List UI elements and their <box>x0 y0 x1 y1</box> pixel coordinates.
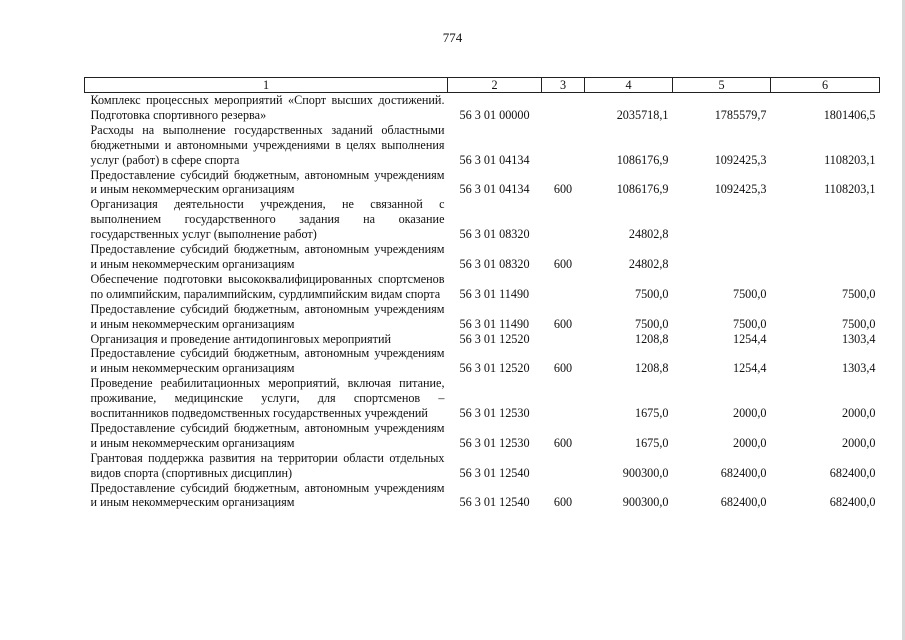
header-col-3: 3 <box>542 78 585 93</box>
row-value-6: 1801406,5 <box>823 107 876 122</box>
row-value-5: 7500,0 <box>732 286 767 301</box>
header-col-2: 2 <box>448 78 542 93</box>
row-value-6: 7500,0 <box>841 316 876 331</box>
row-name: Предоставление субсидий бюджетным, автономным учреждениям и иным некоммерческим организациям <box>90 301 445 331</box>
row-name: Грантовая поддержка развития на территории области отдельных видов спорта (спортивных дисциплин) <box>90 450 445 480</box>
row-code: 56 3 01 12530 <box>459 406 530 421</box>
row-vr <box>542 451 585 481</box>
row-value-4: 24802,8 <box>628 227 669 242</box>
row-value-4: 1208,8 <box>634 361 669 376</box>
row-vr: 600 <box>553 435 573 450</box>
row-code: 56 3 01 12520 <box>459 331 530 346</box>
header-col-5: 5 <box>673 78 771 93</box>
row-vr: 600 <box>553 495 573 510</box>
row-value-6: 682400,0 <box>829 495 876 510</box>
row-name: Организация и проведение антидопинговых мероприятий <box>90 331 392 346</box>
row-name: Обеспечение подготовки высококвалифицированных спортсменов по олимпийским, паралимпийским, сурдлимпийским видам спорта <box>90 271 445 301</box>
row-code: 56 3 01 12530 <box>459 435 530 450</box>
row-value-6 <box>771 242 880 272</box>
row-value-6 <box>771 197 880 242</box>
row-value-5: 2000,0 <box>732 435 767 450</box>
row-value-4: 1086176,9 <box>616 182 669 197</box>
row-value-6: 2000,0 <box>841 435 876 450</box>
row-value-5: 1092425,3 <box>714 182 767 197</box>
header-row <box>85 78 880 93</box>
row-code: 56 3 01 12540 <box>459 465 530 480</box>
row-value-4: 1086176,9 <box>616 152 669 167</box>
row-name: Предоставление субсидий бюджетным, автономным учреждениям и иным некоммерческим организациям <box>90 420 445 450</box>
row-value-5: 1254,4 <box>732 361 767 376</box>
row-code: 56 3 01 04134 <box>459 182 530 197</box>
row-value-6: 682400,0 <box>829 465 876 480</box>
row-value-4: 7500,0 <box>634 286 669 301</box>
row-value-6: 1108203,1 <box>824 152 876 167</box>
table-row <box>85 242 880 272</box>
row-code: 56 3 01 12520 <box>459 361 530 376</box>
header-col-1: 1 <box>85 78 448 93</box>
row-vr <box>542 376 585 421</box>
row-name: Предоставление субсидий бюджетным, автономным учреждениям и иным некоммерческим организациям <box>90 346 445 376</box>
row-vr <box>542 197 585 242</box>
header-col-4: 4 <box>585 78 673 93</box>
row-value-4: 1675,0 <box>634 435 669 450</box>
header-col-6: 6 <box>771 78 880 93</box>
row-vr <box>542 123 585 168</box>
table-row <box>85 93 880 123</box>
row-value-4: 900300,0 <box>622 495 669 510</box>
row-value-6: 1303,4 <box>841 331 876 346</box>
row-value-4: 7500,0 <box>634 316 669 331</box>
row-code: 56 3 01 12540 <box>459 495 530 510</box>
row-value-5: 7500,0 <box>732 316 767 331</box>
row-value-6: 1303,4 <box>841 361 876 376</box>
row-value-4: 2035718,1 <box>616 107 669 122</box>
table-row <box>85 451 880 481</box>
table-row <box>85 421 880 451</box>
row-value-4: 900300,0 <box>622 465 669 480</box>
row-value-6: 2000,0 <box>841 406 876 421</box>
row-vr <box>542 93 585 123</box>
row-name: Организация деятельности учреждения, не связанной с выполнением государственного задания на оказание государственных услуг (выполнение работ) <box>90 197 445 242</box>
table-row <box>85 168 880 198</box>
row-name: Проведение реабилитационных мероприятий, включая питание, проживание, медицинские услуги, для спортсменов – воспитанников подведомственных государственных учреждений <box>90 376 445 421</box>
row-code: 56 3 01 08320 <box>459 227 530 242</box>
row-value-6: 1108203,1 <box>824 182 876 197</box>
row-value-5: 1092425,3 <box>714 152 767 167</box>
table-row <box>85 197 880 242</box>
row-vr <box>542 332 585 347</box>
table-row <box>85 481 880 511</box>
row-value-5: 682400,0 <box>720 465 767 480</box>
row-value-5 <box>673 197 771 242</box>
table-row <box>85 376 880 421</box>
row-value-4: 1208,8 <box>634 331 669 346</box>
row-vr: 600 <box>553 316 573 331</box>
row-code: 56 3 01 04134 <box>459 152 530 167</box>
table-row <box>85 272 880 302</box>
row-name: Предоставление субсидий бюджетным, автономным учреждениям и иным некоммерческим организациям <box>90 480 445 510</box>
row-name: Расходы на выполнение государственных заданий областными бюджетными и автономными учреждениями в целях выполнения услуг (работ) в сфере спорта <box>90 122 445 167</box>
row-value-5: 2000,0 <box>732 406 767 421</box>
row-value-4: 1675,0 <box>634 406 669 421</box>
budget-table <box>84 77 880 510</box>
table-row <box>85 332 880 347</box>
row-name: Предоставление субсидий бюджетным, автономным учреждениям и иным некоммерческим организациям <box>90 242 445 271</box>
table-row <box>85 123 880 168</box>
row-name: Предоставление субсидий бюджетным, автономным учреждениям и иным некоммерческим организациям <box>90 167 445 197</box>
row-value-5 <box>673 242 771 272</box>
row-vr <box>542 272 585 302</box>
row-value-6: 7500,0 <box>841 286 876 301</box>
row-vr: 600 <box>553 256 573 271</box>
row-name: Комплекс процессных мероприятий «Спорт высших достижений. Подготовка спортивного резерва» <box>90 93 445 122</box>
row-value-5: 1254,4 <box>732 331 767 346</box>
row-code: 56 3 01 11490 <box>459 316 530 331</box>
row-vr: 600 <box>553 361 573 376</box>
row-value-5: 1785579,7 <box>714 107 767 122</box>
row-value-4: 24802,8 <box>628 256 669 271</box>
row-code: 56 3 01 00000 <box>459 107 530 122</box>
table-row <box>85 346 880 376</box>
page-number: 774 <box>442 30 463 45</box>
table-row <box>85 302 880 332</box>
row-code: 56 3 01 11490 <box>459 286 530 301</box>
row-vr: 600 <box>553 182 573 197</box>
table-header <box>85 78 880 93</box>
row-value-5: 682400,0 <box>720 495 767 510</box>
row-code: 56 3 01 08320 <box>459 256 530 271</box>
